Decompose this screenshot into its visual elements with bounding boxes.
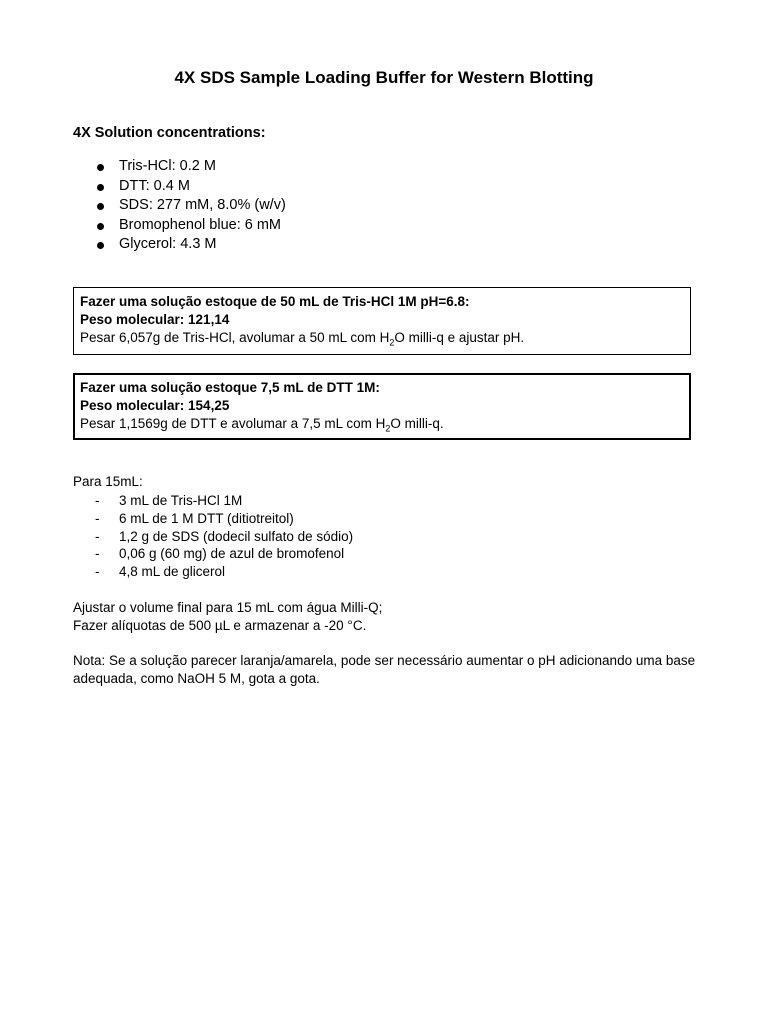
tris-instruction-text: Pesar 6,057g de Tris-HCl, avolumar a 50 mL com H [80, 330, 390, 345]
list-item-text: Tris-HCl: 0.2 M [119, 158, 216, 174]
subscript: 2 [385, 423, 391, 434]
dtt-stock-box [73, 373, 691, 440]
list-item-text: 6 mL de 1 M DTT (ditiotreitol) [119, 510, 294, 526]
list-item [73, 492, 353, 510]
list-item-text: 3 mL de Tris-HCl 1M [119, 493, 243, 508]
list-item [73, 563, 353, 581]
dash-marker: - [95, 528, 100, 544]
list-item [73, 157, 286, 177]
concentrations-list [73, 157, 286, 255]
list-item [73, 510, 353, 528]
dash-marker: - [95, 564, 100, 580]
dtt-instruction [80, 415, 684, 433]
bullet-icon [97, 164, 104, 171]
list-item [73, 216, 286, 236]
bullet-icon [97, 203, 104, 210]
dtt-instruction-text-end: O milli-q. [390, 416, 444, 431]
document-title: 4X SDS Sample Loading Buffer for Western Blotting [174, 68, 594, 87]
dtt-stock-heading: Fazer uma solução estoque 7,5 mL de DTT 1M: [80, 380, 380, 395]
subscript: 2 [389, 337, 395, 348]
instruction-line: Fazer alíquotas de 500 µL e armazenar a -20 °C. [73, 618, 367, 633]
tris-stock-box [73, 287, 691, 355]
list-item [73, 528, 353, 546]
list-item-text: Bromophenol blue: 6 mM [119, 216, 281, 233]
tris-stock-heading: Fazer uma solução estoque de 50 mL de Tris-HCl 1M pH=6.8: [80, 294, 470, 309]
instruction-line: Ajustar o volume final para 15 mL com água Milli-Q; [73, 600, 383, 615]
concentrations-heading: 4X Solution concentrations: [73, 125, 266, 141]
list-item-text: 0,06 g (60 mg) de azul de bromofenol [119, 546, 345, 562]
dash-marker: - [95, 546, 100, 562]
instructions-block [73, 599, 703, 635]
list-item-text: 1,2 g de SDS (dodecil sulfato de sódio) [119, 528, 354, 544]
list-item [73, 196, 286, 216]
recipe-label: Para 15mL: [73, 474, 143, 489]
dash-marker: - [95, 510, 100, 526]
note-paragraph: Nota: Se a solução parecer laranja/amarela, pode ser necessário aumentar o pH adicionando uma base adequada, como NaOH 5 M, gota a gota. [73, 653, 696, 686]
dtt-molecular-weight: Peso molecular: 154,25 [80, 398, 230, 413]
dash-marker: - [95, 493, 100, 508]
recipe-list [73, 492, 353, 581]
list-item [73, 545, 353, 563]
list-item [73, 177, 286, 197]
list-item-text: DTT: 0.4 M [119, 177, 190, 194]
list-item-text: 4,8 mL de glicerol [119, 564, 226, 580]
tris-instruction-text-end: O milli-q e ajustar pH. [394, 330, 525, 345]
bullet-icon [97, 223, 104, 230]
bullet-icon [97, 242, 104, 249]
dtt-instruction-text: Pesar 1,1569g de DTT e avolumar a 7,5 mL com H [80, 416, 386, 431]
list-item [73, 235, 286, 255]
bullet-icon [97, 184, 104, 191]
list-item-text: Glycerol: 4.3 M [119, 236, 217, 252]
list-item-text: SDS: 277 mM, 8.0% (w/v) [119, 197, 286, 213]
tris-instruction [80, 329, 684, 347]
tris-molecular-weight: Peso molecular: 121,14 [80, 312, 230, 327]
